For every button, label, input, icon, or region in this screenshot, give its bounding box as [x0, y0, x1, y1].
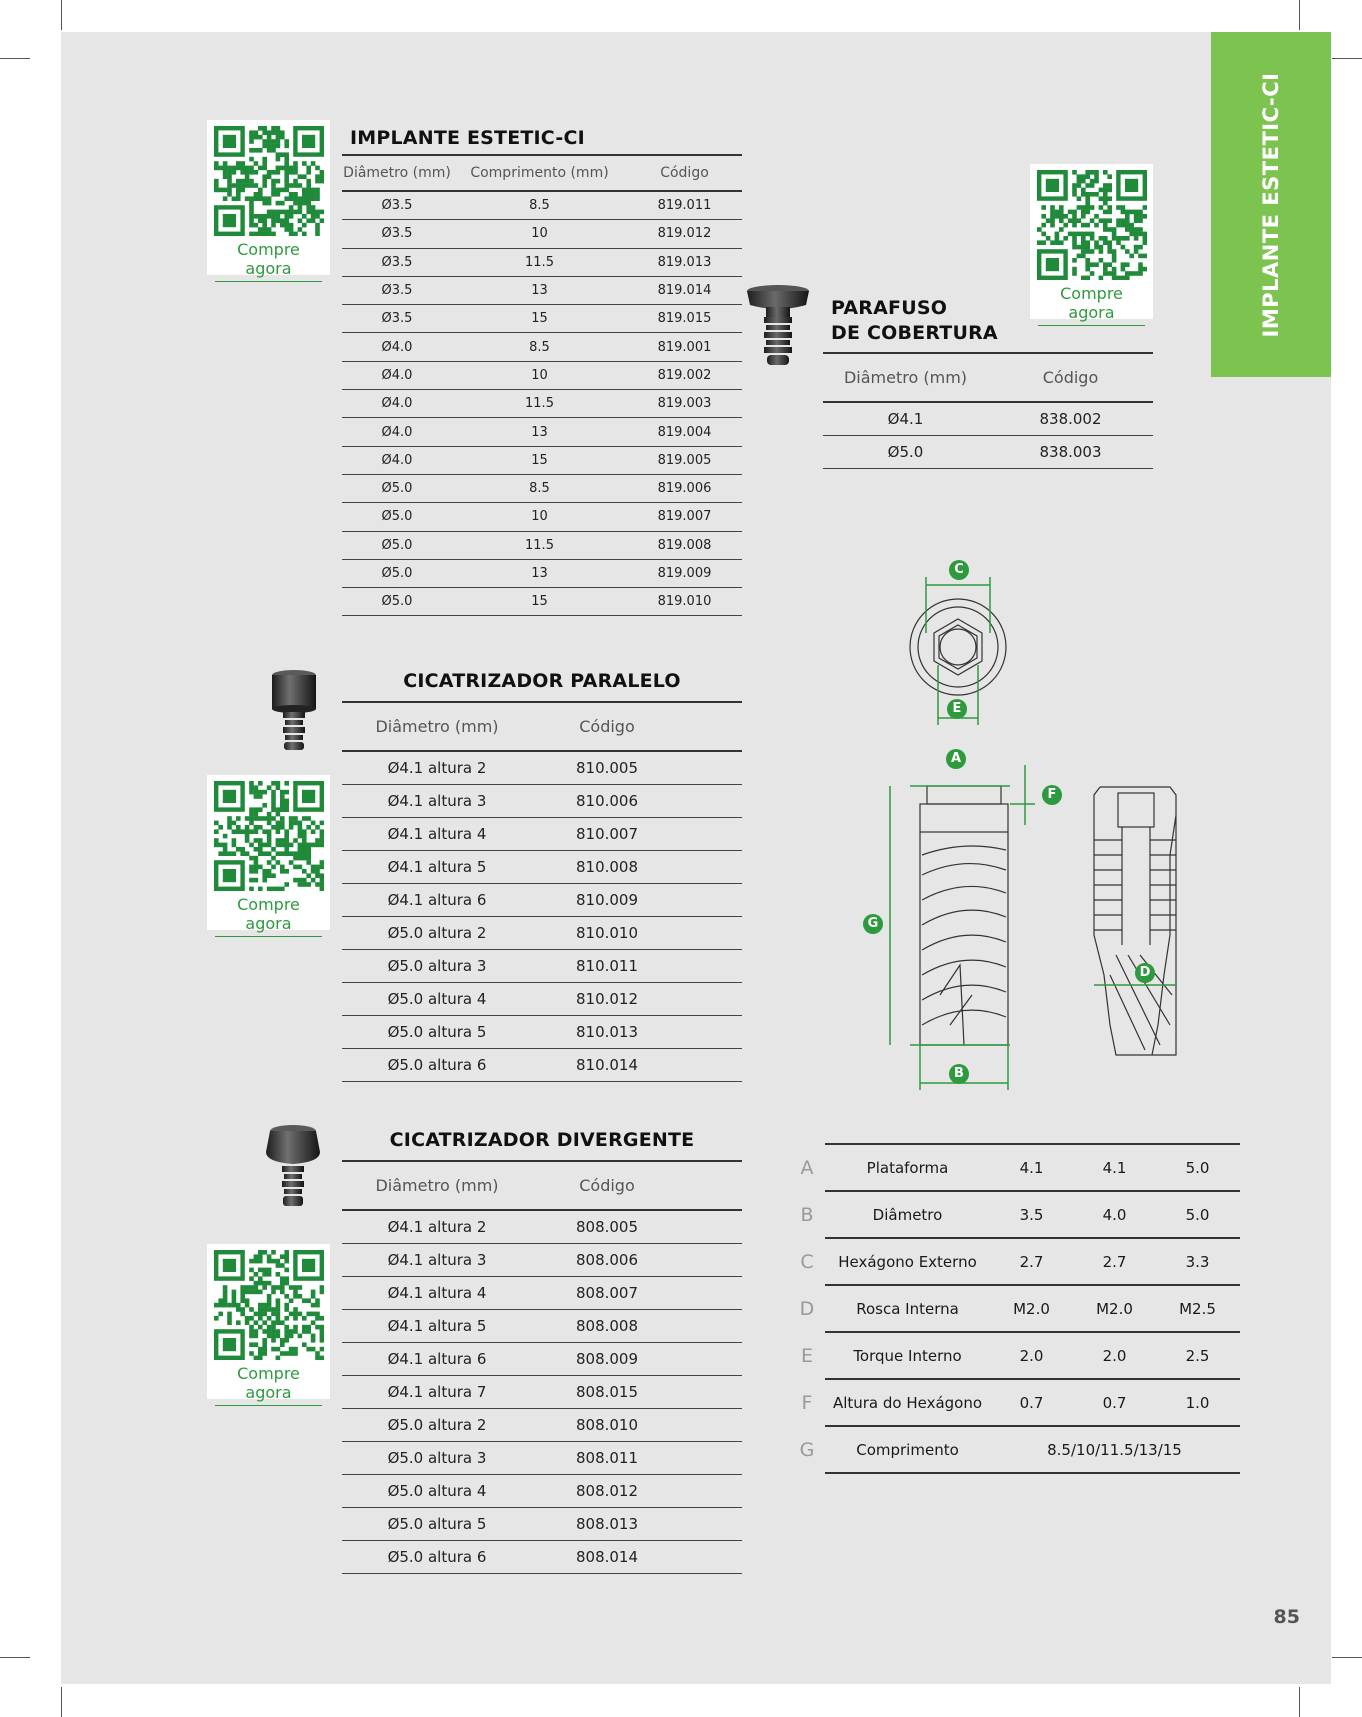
table-row [342, 390, 742, 418]
spec-letter: F [801, 1391, 813, 1414]
table-cell: 819.002 [657, 367, 712, 383]
spec-name: Diâmetro [872, 1205, 943, 1224]
table-cell: Ø4.1 altura 6 [387, 891, 487, 909]
implante-title: IMPLANTE ESTETIC-CI [350, 127, 585, 149]
table-row [342, 1409, 742, 1442]
table-cell: Ø5.0 [381, 566, 413, 581]
table-row [342, 1277, 742, 1310]
table-row [342, 305, 742, 333]
spec-value: M2.0 [1096, 1299, 1133, 1318]
spec-name: Plataforma [866, 1158, 949, 1177]
table-cell: 8.5 [529, 198, 550, 214]
table-cell: Ø5.0 [887, 443, 924, 461]
table-cell: 810.009 [575, 891, 639, 909]
side-tab [1211, 32, 1331, 377]
spec-name: Rosca Interna [856, 1299, 959, 1318]
dimension-badge-d: D [1135, 963, 1155, 983]
table-cell: 819.001 [657, 339, 712, 355]
spec-name: Altura do Hexágono [832, 1393, 983, 1412]
spec-letter: C [800, 1250, 814, 1273]
spec-name: Torque Interno [853, 1346, 962, 1365]
dimension-badge-a: A [946, 749, 966, 769]
crop-mark [61, 1687, 62, 1717]
implante-table [342, 154, 742, 616]
table-row [823, 436, 1153, 469]
dimension-badge-c: C [949, 560, 969, 580]
table-row [342, 503, 742, 531]
qr-caption[interactable]: Compre agora [215, 1364, 322, 1406]
table-row [342, 1376, 742, 1409]
spec-letter: B [800, 1203, 814, 1226]
table-header [342, 1162, 742, 1211]
table-cell: 808.013 [575, 1515, 639, 1533]
paralelo-title: CICATRIZADOR PARALELO [403, 670, 681, 692]
table-cell: 819.006 [657, 481, 712, 497]
implant-technical-drawing [860, 555, 1200, 1105]
table-cell: 819.013 [657, 254, 712, 270]
table-row [342, 1244, 742, 1277]
table-cell: 15 [531, 311, 548, 327]
table-row [342, 1310, 742, 1343]
qr-code-icon[interactable] [214, 126, 324, 236]
table-cell: 808.006 [575, 1251, 639, 1269]
spec-letter: A [800, 1156, 814, 1179]
spec-value: 2.0 [1102, 1346, 1127, 1365]
table-cell: Ø3.5 [381, 254, 413, 270]
table-cell: Ø4.1 altura 4 [387, 825, 487, 843]
dimension-badge-g: G [863, 914, 883, 934]
qr-code-icon[interactable] [214, 781, 324, 891]
spec-row [800, 1333, 1240, 1380]
table-cell: Ø4.1 altura 5 [387, 1317, 487, 1335]
spec-value: 2.7 [1102, 1252, 1127, 1271]
dimension-badge-b: B [949, 1064, 969, 1084]
table-cell: Ø5.0 altura 6 [387, 1056, 487, 1074]
header-comprimento: Comprimento (mm) [470, 165, 609, 181]
table-cell: 819.004 [657, 424, 712, 440]
table-cell: Ø3.5 [381, 283, 413, 299]
table-cell: 11.5 [525, 254, 554, 270]
table-row [342, 1211, 742, 1244]
table-row [342, 588, 742, 616]
qr-caption[interactable]: Compre agora [1038, 284, 1145, 326]
table-cell: 11.5 [525, 537, 554, 553]
spec-value: 2.0 [1019, 1346, 1044, 1365]
table-cell: Ø4.0 [381, 367, 413, 383]
spec-value: 2.7 [1019, 1252, 1044, 1271]
parallel-healing-cap-image [268, 668, 320, 752]
table-cell: Ø5.0 altura 4 [387, 1482, 487, 1500]
table-cell: Ø5.0 [381, 509, 413, 525]
table-cell: 808.008 [575, 1317, 639, 1335]
header-diametro: Diâmetro (mm) [843, 368, 968, 387]
table-row [342, 851, 742, 884]
table-row [342, 192, 742, 220]
divergente-title: CICATRIZADOR DIVERGENTE [389, 1129, 695, 1151]
table-cell: 808.011 [575, 1449, 639, 1467]
table-cell: 8.5 [529, 481, 550, 497]
spec-value: 4.1 [1102, 1158, 1127, 1177]
table-cell: 810.005 [575, 759, 639, 777]
side-tab-label: IMPLANTE ESTETIC-CI [1259, 72, 1283, 337]
table-cell: 838.003 [1039, 443, 1102, 461]
specifications-table [799, 1143, 1240, 1474]
crop-mark [1332, 58, 1362, 59]
table-row [342, 333, 742, 361]
table-row [342, 1343, 742, 1376]
table-row [342, 1541, 742, 1574]
qr-card-parafuso[interactable] [1030, 164, 1153, 322]
spec-value: 4.0 [1102, 1205, 1127, 1224]
spec-value: 2.5 [1185, 1346, 1210, 1365]
spec-value: 4.1 [1019, 1158, 1044, 1177]
table-cell: 810.006 [575, 792, 639, 810]
table-cell: 13 [531, 566, 548, 581]
table-cell: 819.008 [657, 537, 712, 553]
table-row [342, 277, 742, 305]
table-cell: 10 [531, 509, 548, 525]
qr-caption[interactable]: Compre agora [215, 895, 322, 937]
crop-mark [61, 0, 62, 30]
spec-value: 3.3 [1185, 1252, 1210, 1271]
crop-mark [0, 58, 30, 59]
table-cell: 819.010 [657, 594, 712, 610]
table-cell: 819.011 [657, 198, 712, 214]
table-cell: 810.014 [575, 1056, 639, 1074]
spec-value: 0.7 [1102, 1393, 1127, 1412]
table-cell: 810.007 [575, 825, 639, 843]
spec-value: 0.7 [1019, 1393, 1044, 1412]
table-cell: 8.5 [529, 339, 550, 355]
table-row [342, 475, 742, 503]
qr-card-divergente[interactable] [207, 1244, 330, 1402]
spec-letter: G [799, 1438, 815, 1461]
header-diametro: Diâmetro (mm) [375, 1176, 499, 1195]
table-cell: Ø3.5 [381, 198, 413, 214]
table-row [342, 818, 742, 851]
header-diametro: Diâmetro (mm) [375, 717, 499, 736]
parafuso-title-line2: DE COBERTURA [831, 322, 998, 344]
table-cell: 10 [531, 367, 548, 383]
table-row [342, 560, 742, 588]
spec-name: Comprimento [856, 1440, 959, 1459]
cover-screw-image [742, 283, 814, 373]
header-codigo: Código [579, 717, 635, 736]
parafuso-table [823, 352, 1153, 469]
table-cell: 808.012 [575, 1482, 639, 1500]
table-row [342, 1016, 742, 1049]
table-cell: 810.013 [575, 1023, 639, 1041]
spec-row [800, 1239, 1240, 1286]
table-cell: 15 [531, 452, 548, 468]
table-cell: 838.002 [1039, 410, 1102, 428]
table-cell: 819.014 [657, 283, 712, 299]
table-cell: 10 [531, 226, 548, 242]
table-cell: 810.011 [575, 957, 639, 975]
table-cell: Ø4.0 [381, 424, 413, 440]
spec-row [801, 1380, 1240, 1427]
table-cell: Ø4.1 altura 3 [387, 1251, 487, 1269]
spec-row [799, 1427, 1240, 1474]
table-cell: Ø4.0 [381, 452, 413, 468]
spec-letter: E [800, 1344, 813, 1367]
crop-mark [1332, 1657, 1362, 1658]
table-cell: Ø5.0 [381, 594, 413, 610]
spec-name: Hexágono Externo [838, 1252, 977, 1271]
spec-row [800, 1192, 1240, 1239]
table-cell: Ø3.5 [381, 226, 413, 242]
table-cell: Ø5.0 altura 2 [387, 1416, 487, 1434]
spec-value: 3.5 [1019, 1205, 1044, 1224]
table-cell: 13 [531, 424, 548, 440]
crop-mark [1299, 1687, 1300, 1717]
table-cell: 808.007 [575, 1284, 639, 1302]
table-row [342, 1442, 742, 1475]
table-cell: Ø4.1 altura 2 [387, 759, 487, 777]
table-cell: 819.007 [657, 509, 712, 525]
table-cell: Ø5.0 altura 2 [387, 924, 487, 942]
table-cell: Ø5.0 altura 3 [387, 957, 487, 975]
header-diametro: Diâmetro (mm) [343, 165, 451, 181]
table-cell: Ø4.1 altura 6 [387, 1350, 487, 1368]
spec-value: M2.5 [1179, 1299, 1216, 1318]
table-row [342, 752, 742, 785]
table-cell: 819.005 [657, 452, 712, 468]
divergente-table [342, 1160, 742, 1574]
table-row [342, 1508, 742, 1541]
table-cell: Ø5.0 [381, 537, 413, 553]
spec-value: 8.5/10/11.5/13/15 [1047, 1440, 1182, 1459]
table-cell: 810.010 [575, 924, 639, 942]
table-row [342, 1049, 742, 1082]
table-cell: 808.010 [575, 1416, 639, 1434]
table-cell: Ø4.0 [381, 339, 413, 355]
table-cell: 819.003 [657, 396, 712, 412]
table-cell: 810.012 [575, 990, 639, 1008]
table-row [342, 1475, 742, 1508]
table-cell: 808.014 [575, 1548, 639, 1566]
spec-value: 5.0 [1185, 1158, 1210, 1177]
parafuso-title-line1: PARAFUSO [831, 297, 948, 319]
table-row [823, 403, 1153, 436]
table-row [342, 220, 742, 248]
spec-value: 5.0 [1185, 1205, 1210, 1224]
dimension-badge-f: F [1042, 785, 1062, 805]
table-header [342, 703, 742, 752]
table-cell: 819.009 [657, 566, 712, 581]
table-cell: Ø4.1 altura 5 [387, 858, 487, 876]
header-codigo: Código [579, 1176, 635, 1195]
table-cell: Ø5.0 altura 5 [387, 1515, 487, 1533]
header-codigo: Código [1042, 368, 1099, 387]
crop-mark [1299, 0, 1300, 30]
divergent-healing-cap-image [262, 1122, 324, 1212]
spec-letter: D [799, 1297, 815, 1320]
table-cell: 808.015 [575, 1383, 639, 1401]
spec-value: M2.0 [1013, 1299, 1050, 1318]
table-cell: Ø5.0 altura 3 [387, 1449, 487, 1467]
spec-value: 1.0 [1185, 1393, 1210, 1412]
header-codigo: Código [660, 165, 709, 181]
spec-row [800, 1145, 1240, 1192]
table-row [342, 785, 742, 818]
dimension-badge-e: E [947, 699, 967, 719]
table-cell: Ø4.1 altura 4 [387, 1284, 487, 1302]
table-cell: 11.5 [525, 396, 554, 412]
table-row [342, 884, 742, 917]
qr-card-paralelo[interactable] [207, 775, 330, 933]
table-row [342, 917, 742, 950]
table-cell: Ø5.0 altura 6 [387, 1548, 487, 1566]
table-cell: Ø4.1 altura 3 [387, 792, 487, 810]
table-row [342, 950, 742, 983]
table-cell: 819.015 [657, 311, 712, 327]
table-header [342, 156, 742, 192]
page-number: 85 [1273, 1606, 1300, 1628]
table-cell: Ø3.5 [381, 311, 413, 327]
paralelo-table [342, 701, 742, 1082]
table-cell: Ø4.0 [381, 396, 413, 412]
table-cell: Ø4.1 altura 2 [387, 1218, 487, 1236]
table-header [823, 354, 1153, 403]
table-row [342, 532, 742, 560]
table-cell: 819.012 [657, 226, 712, 242]
table-cell: 15 [531, 594, 548, 610]
table-row [342, 447, 742, 475]
qr-code-icon[interactable] [1037, 170, 1147, 280]
table-row [342, 983, 742, 1016]
qr-code-icon[interactable] [214, 1250, 324, 1360]
table-cell: Ø4.1 altura 7 [387, 1383, 487, 1401]
qr-caption[interactable]: Compre agora [215, 240, 322, 282]
qr-card-implante[interactable] [207, 120, 330, 278]
table-row [342, 362, 742, 390]
table-cell: 13 [531, 283, 548, 299]
spec-row [799, 1286, 1240, 1333]
table-row [342, 418, 742, 446]
crop-mark [0, 1657, 30, 1658]
table-cell: 810.008 [575, 858, 639, 876]
table-row [342, 249, 742, 277]
table-cell: Ø5.0 [381, 481, 413, 497]
table-cell: Ø5.0 altura 4 [387, 990, 487, 1008]
table-cell: 808.005 [575, 1218, 639, 1236]
table-cell: 808.009 [575, 1350, 639, 1368]
table-cell: Ø4.1 [887, 410, 924, 428]
table-cell: Ø5.0 altura 5 [387, 1023, 487, 1041]
